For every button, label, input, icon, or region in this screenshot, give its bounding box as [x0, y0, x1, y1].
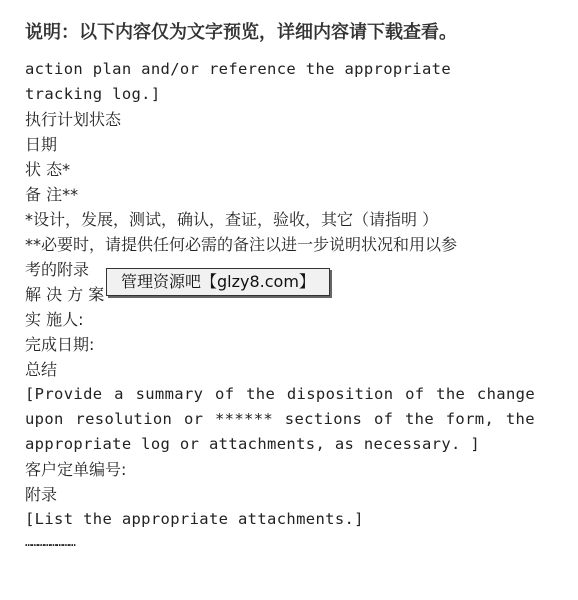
document-body [25, 57, 545, 552]
section-heading-appendix: 附录 [25, 485, 58, 504]
section-heading-solution: 解 决 方 案 [25, 285, 105, 304]
field-label-implementer: 实 施人: [25, 310, 84, 329]
word: of [373, 410, 394, 428]
text-line: action plan and/or reference the appropriate [25, 60, 451, 78]
word: summary [135, 385, 204, 403]
section-heading: 执行计划状态 [25, 110, 122, 129]
watermark-label: 管理资源吧【glzy8.com】 [106, 268, 330, 296]
word: resolution [75, 410, 173, 428]
word: of [405, 385, 425, 403]
field-label-status: 状 态* [25, 160, 71, 179]
field-label-remarks: 备 注** [25, 185, 79, 204]
text-line: [List the appropriate attachments.] [25, 510, 364, 528]
word: the [505, 410, 535, 428]
text-line [25, 382, 535, 407]
word: the [436, 385, 466, 403]
preview-notice: 说明：以下内容仅为文字预览，详细内容请下载查看。 [25, 22, 457, 43]
field-label-order-number: 客户定单编号: [25, 460, 127, 479]
field-label-date: 日期 [25, 135, 58, 154]
word: or [183, 410, 204, 428]
word: disposition [286, 385, 394, 403]
text-line [25, 407, 535, 432]
word: [Provide [25, 385, 103, 403]
word: upon [25, 410, 64, 428]
footnote-remarks: **必要时，请提供任何必需的备注以进一步说明状况和用以参 [25, 235, 458, 254]
text-line: tracking log.] [25, 85, 161, 103]
word: the [246, 385, 276, 403]
word: of [215, 385, 235, 403]
text-line: appropriate log or attachments, as necessary. ] [25, 435, 481, 453]
field-label-completion-date: 完成日期: [25, 335, 95, 354]
section-heading-summary: 总结 [25, 360, 58, 379]
footnote-status: *设计，发展，测试，确认，查证，验收，其它（请指明 ） [25, 210, 439, 229]
word: sections [284, 410, 363, 428]
word: the [405, 410, 435, 428]
word: change [476, 385, 535, 403]
footnote-remarks-continued: 考的附录 [25, 260, 90, 279]
word: a [114, 385, 124, 403]
word: form, [445, 410, 495, 428]
word: ****** [215, 410, 274, 428]
ellipsis-dots: …………………… [25, 535, 75, 549]
